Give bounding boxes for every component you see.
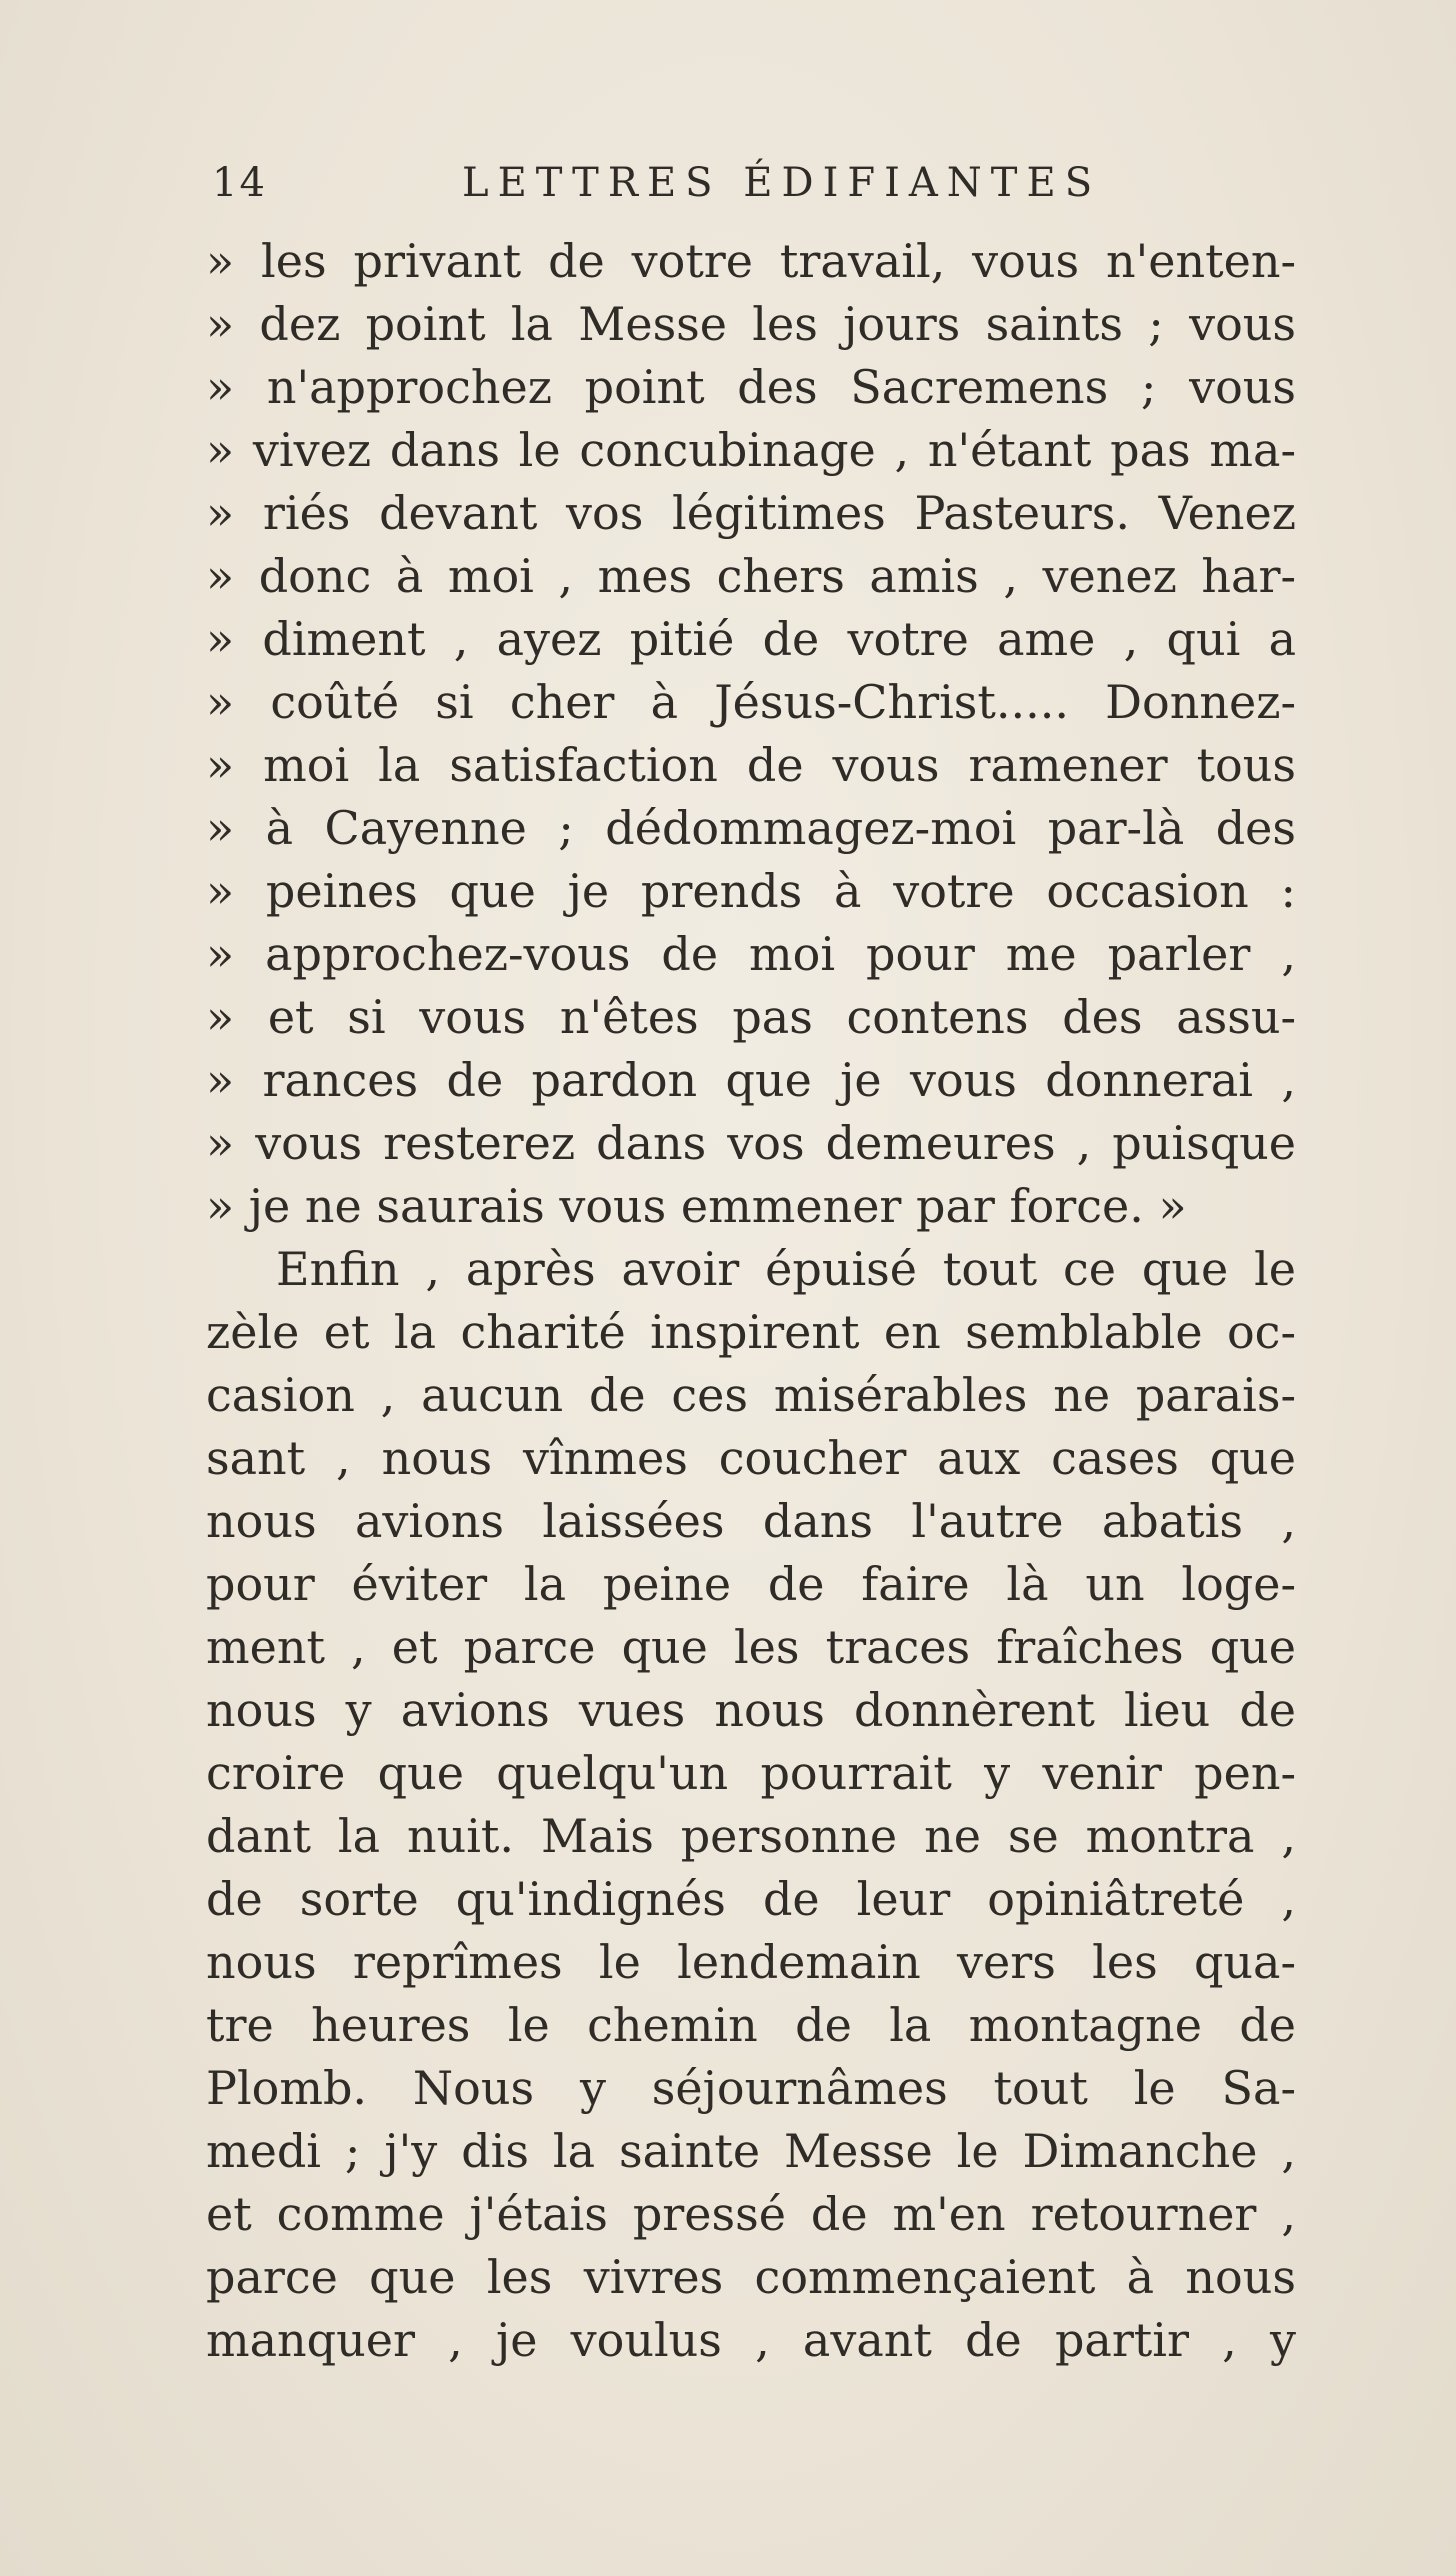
text-line: nous avions laissées dans l'autre abatis , [206,1494,1296,1548]
text-line: ment , et parce que les traces fraîches que [206,1620,1296,1674]
text-line: » riés devant vos légitimes Pasteurs. Venez [206,486,1296,540]
page-header [212,160,1212,220]
text-line: croire que quelqu'un pourrait y venir pen- [206,1746,1296,1800]
text-line: » donc à moi , mes chers amis , venez har- [206,549,1296,603]
page-number: 14 [212,160,267,206]
text-line: » dez point la Messe les jours saints ; vous [206,297,1296,351]
body-text [206,230,1296,2372]
text-line: » je ne saurais vous emmener par force. » [206,1179,1187,1233]
text-line: tre heures le chemin de la montagne de [206,1998,1296,2052]
text-line: Plomb. Nous y séjournâmes tout le Sa- [206,2061,1296,2115]
text-line: » diment , ayez pitié de votre ame , qui a [206,612,1296,666]
text-line: zèle et la charité inspirent en semblable oc- [206,1305,1296,1359]
text-line: nous y avions vues nous donnèrent lieu de [206,1683,1296,1737]
text-line: parce que les vivres commençaient à nous [206,2250,1296,2304]
text-line: pour éviter la peine de faire là un loge- [206,1557,1296,1611]
text-line: manquer , je voulus , avant de partir , y [206,2313,1296,2367]
text-line: » approchez-vous de moi pour me parler , [206,927,1296,981]
text-line: » vivez dans le concubinage , n'étant pas ma- [206,423,1296,477]
text-line: » n'approchez point des Sacremens ; vous [206,360,1296,414]
text-line: » les privant de votre travail, vous n'enten- [206,234,1296,288]
text-line: nous reprîmes le lendemain vers les qua- [206,1935,1296,1989]
running-head: LETTRES ÉDIFIANTES [462,160,1102,206]
text-line: » vous resterez dans vos demeures , puisque [206,1116,1296,1170]
text-line: sant , nous vînmes coucher aux cases que [206,1431,1296,1485]
text-line: et comme j'étais pressé de m'en retourner , [206,2187,1296,2241]
text-line: dant la nuit. Mais personne ne se montra , [206,1809,1296,1863]
text-line: de sorte qu'indignés de leur opiniâtreté , [206,1872,1296,1926]
text-line: Enfin , après avoir épuisé tout ce que le [276,1242,1296,1296]
text-line: » coûté si cher à Jésus-Christ..... Donnez- [206,675,1296,729]
text-line: » peines que je prends à votre occasion : [206,864,1296,918]
text-line: » à Cayenne ; dédommagez-moi par-là des [206,801,1296,855]
text-line: » rances de pardon que je vous donnerai , [206,1053,1296,1107]
text-line: medi ; j'y dis la sainte Messe le Dimanche , [206,2124,1296,2178]
text-line: » moi la satisfaction de vous ramener tous [206,738,1296,792]
text-line: » et si vous n'êtes pas contens des assu- [206,990,1296,1044]
text-line: casion , aucun de ces misérables ne parais- [206,1368,1296,1422]
